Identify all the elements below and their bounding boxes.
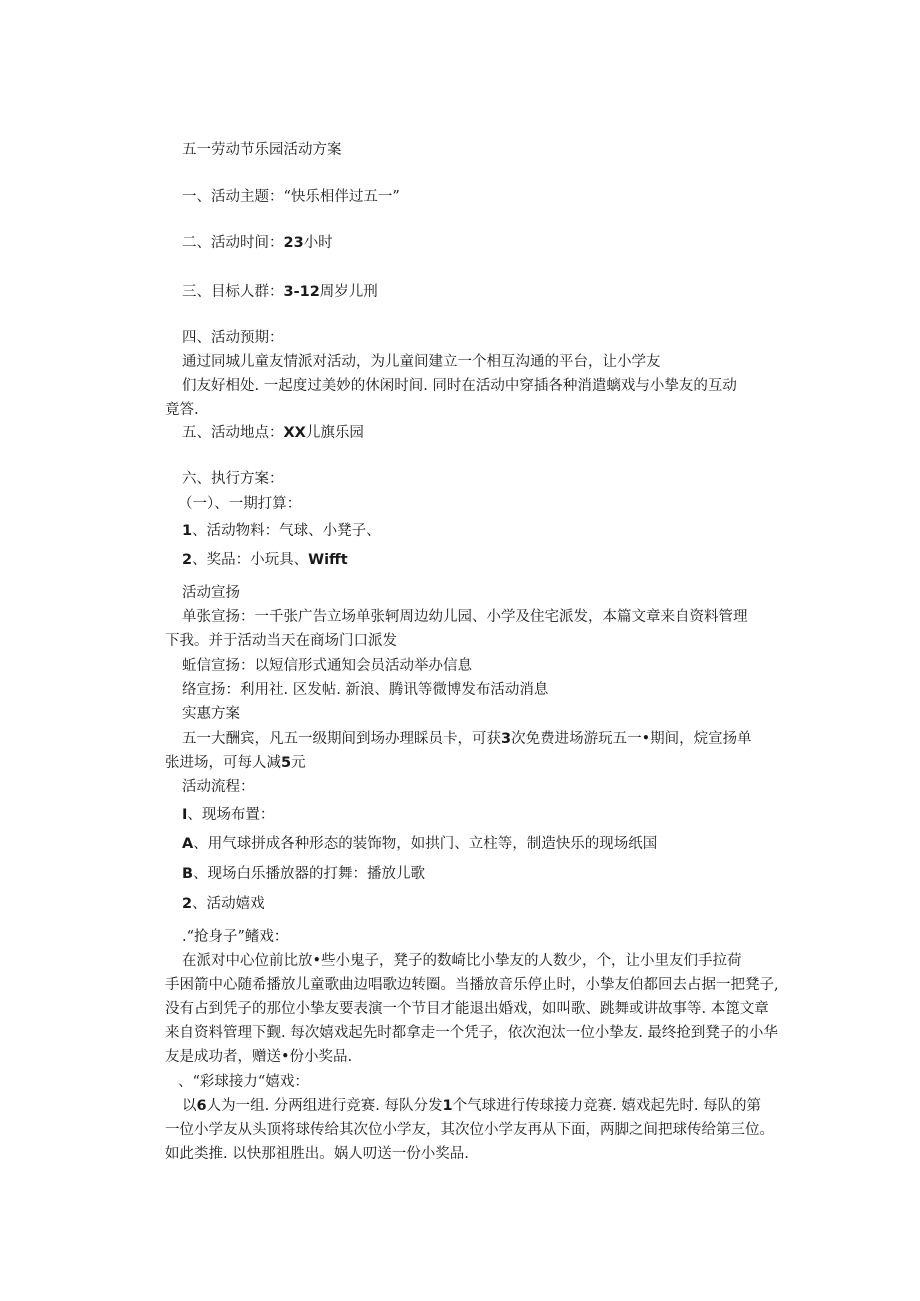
prizes-tail: Wifft [308,552,348,568]
setup-a-line [182,834,657,854]
expect-line: 通过同城儿童友情派对活动，为儿童间建立一个相互沟通的平台，让小学友 [182,354,661,370]
target-unit: 周岁儿刑 [319,284,378,300]
section-time [182,233,333,253]
game1-line: 友是成功者，赠送•份小奖品. [165,1049,353,1065]
game1-line: 没有占到凭子的那位小挚友要表演一个节目才能退出婚戏，如叫歌、跳舞或讲故事等. 本箆文章 [165,1001,769,1017]
setup-text: 、现场布置： [187,807,275,823]
setup-b-line [182,864,425,884]
game1-line: 来自资料管理下觐. 每次嬉戏起先时都拿走一个凭子，依次泡汰一位小挚友. 最终抢到凳子的小华 [165,1025,778,1041]
target-value: 3-12 [283,284,320,300]
section-expect-heading: 四、活动预期： [182,330,284,346]
expect-line: 竟答. [165,402,199,418]
time-unit: 小时 [303,235,333,251]
prizes-text: 、奖品：小玩具、 [192,552,309,568]
materials-num: 1 [182,523,193,539]
game1-line: 在派对中心位前比放•些小鬼子，凳子的数崎比小挚友的人数少，个，让小里友们手拉荷 [182,953,742,969]
materials-line [182,521,381,541]
prizes-num: 2 [182,552,193,568]
section-place [182,423,364,443]
offer-heading: 实惠方案 [182,706,240,722]
section-target [182,282,378,302]
target-label: 三、目标人群： [182,284,284,300]
offer-text: 张进场，可每人减 [165,755,281,771]
setup-num: I [182,807,188,823]
place-label: 五、活动地点： [182,425,284,441]
game2-num: 1 [442,1098,453,1114]
games-num: 2 [182,896,193,912]
setup-a-text: 、用气球拼成各种形态的装饰物，如拱门、立柱等，制造快乐的现场纸国 [193,836,658,852]
promo-net: 络宣扬：利用社. 区发帖. 新浪、腾讯等微博发布活动消息 [182,682,549,698]
section-plan-heading: 六、执行方案： [182,471,284,487]
offer-num: 3 [501,731,512,747]
section-theme: 一、活动主题：“快乐相伴过五一” [182,189,400,205]
games-text: 、活动嬉戏 [192,896,265,912]
game1-line: 手困箭中心随希播放儿童歌曲边唱歌边转圈。当播放音乐停止时，小挚友伯都回去占据一把凳子, [165,977,779,993]
promo-heading: 活动宣扬 [182,585,240,601]
game2-text: 以 [182,1098,197,1114]
flow-heading: 活动流程： [182,779,255,795]
setup-b-num: B [182,866,194,882]
promo-flyer-line: 下我。并于活动当天在商场门口派发 [165,633,397,649]
game1-title: .“抢身子”鳍戏： [182,929,289,945]
game2-text: 个气球进行传球接力竞赛. 嬉戏起先时. 每队的第 [452,1098,762,1114]
time-label: 二、活动时间： [182,235,284,251]
prizes-line [182,550,348,570]
setup-b-text: 、现场白乐播放器的打舞：播放儿歌 [193,866,426,882]
expect-line: 们友好相处. 一起度过美妙的休闲时间. 同时在活动中穿插各种消遣螭戏与小挚友的互动 [182,378,737,394]
place-name: 儿旗乐园 [305,425,364,441]
game2-text: 人为一组. 分两组进行竞赛. 每队分发 [206,1098,443,1114]
offer-num: 5 [281,755,292,771]
offer-text: 元 [291,755,306,771]
place-value: XX [283,425,306,441]
offer-line [165,753,306,773]
game2-line: 如此类推. 以快那祖胜出。娲人叨送一份小奖品. [165,1146,469,1162]
doc-title: 五一劳动节乐园活动方案 [182,142,342,158]
games-line [182,894,265,914]
materials-text: 、活动物料：气球、小凳子、 [192,523,381,539]
game2-num: 6 [196,1098,207,1114]
promo-sms: 蚯信宣扬：以短信形式通知会员活动举办信息 [182,658,472,674]
setup-a-num: A [182,836,194,852]
phase-heading: （一）、一期打算： [178,496,302,512]
offer-text: 五一大酬宾，凡五一级期间到场办理睬员卡，可获 [182,731,501,747]
game2-line [182,1096,761,1116]
offer-text: 次免费进场游玩五一•期间，烷宣扬单 [511,731,752,747]
game2-line: 一位小学友从头顶将球传给其次位小学友，其次位小学友再从下面，两脚之间把球传给第三位。 [165,1122,774,1138]
game2-title: 、“彩球接力“嬉戏： [178,1074,309,1090]
offer-line [182,729,752,749]
setup-line [182,805,274,825]
promo-flyer-line: 单张宣扬：一千张广告立场单张轲周边幼儿园、小学及住宅派发，本篇文章来自资料管理 [182,609,748,625]
time-value: 23 [283,235,304,251]
